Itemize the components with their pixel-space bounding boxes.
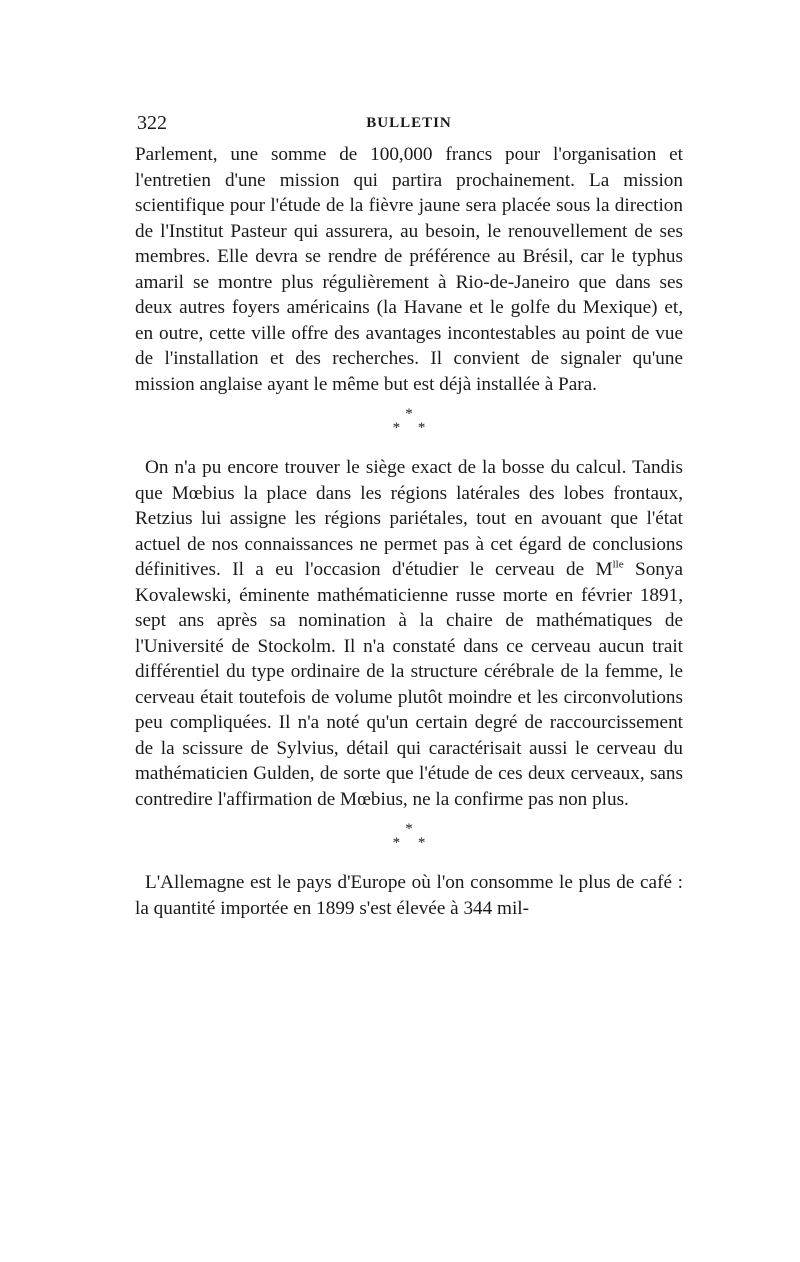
paragraph-bosse-text-end: Sonya Kovalewski, éminente mathématicienne russe morte en février 1891, sept ans après sa nomination à la chaire de mathématiques de l'Université de Stockolm. Il n'a constaté dans ce cerveau aucun trait différentiel du type ordinaire de la structure cérébrale de la femme, le cerveau était toutefois de volume plutôt moindre et les circonvolutions peu compliquées. Il n'a noté qu'un certain degré de raccourcissement de la scissure de Sylvius, détail qui caractérisait aussi le cerveau du mathématicien Gulden, de sorte que l'étude de ces deux cerveaux, sans contredire l'affirmation de Mœbius, ne la confirme pas non plus.	[135, 559, 683, 810]
running-head: BULLETIN	[366, 115, 452, 131]
title-abbreviation-superscript: lle	[612, 558, 624, 571]
page-number: 322	[137, 112, 167, 134]
paragraph-bosse-du-calcul	[135, 455, 683, 812]
paragraph-yellow-fever-mission: Parlement, une somme de 100,000 francs pour l'organisation et l'entretien d'une mission qui partira prochainement. La mission scientifique pour l'étude de la fièvre jaune sera placée sous la direction de l'Institut Pasteur qui assurera, au besoin, le renouvellement de ses membres. Elle devra se rendre de préférence au Brésil, car le typhus amaril se montre plus régulièrement à Rio-de-Janeiro que dans ses deux autres foyers américains (la Havane et le golfe du Mexique) et, en outre, cette ville offre des avantages incontestables au point de vue de l'installation et des recherches. Il convient de signaler qu'une mission anglaise ayant le même but est déjà installée à Para.	[135, 144, 683, 395]
paragraph-bosse-text-start: On n'a pu encore trouver le siège exact de la bosse du calcul. Tandis que Mœbius la place dans les régions latérales des lobes frontaux, Retzius lui assigne les régions pariétales, tout en avouant que l'état actuel de nos connaissances ne permet pas à cet égard de conclusions définitives. Il a eu l'occasion d'étudier le cerveau de M	[135, 457, 683, 580]
asterism-top: *	[405, 406, 413, 422]
section-separator	[135, 407, 683, 435]
asterism-bottom: * *	[392, 420, 426, 436]
asterism-bottom-2: * *	[392, 835, 426, 851]
asterism-top-2: *	[405, 821, 413, 837]
page	[135, 112, 683, 921]
paragraph-coffee-germany: L'Allemagne est le pays d'Europe où l'on consomme le plus de café : la quantité importée en 1899 s'est élevée à 344 mil-	[135, 872, 683, 919]
page-header	[135, 112, 683, 142]
section-separator-2	[135, 822, 683, 850]
